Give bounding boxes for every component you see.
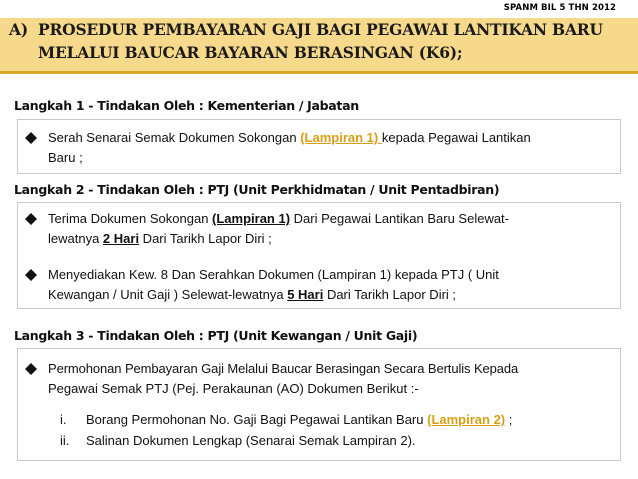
diamond-bullet-icon xyxy=(25,269,37,281)
text-segment: Dari Tarikh Lapor Diri ; xyxy=(139,231,272,246)
diamond-bullet-icon xyxy=(25,132,37,144)
text-segment: Terima Dokumen Sokongan xyxy=(48,211,213,226)
text-segment: Serah Senarai Semak Dokumen Sokongan xyxy=(48,130,301,145)
page-title-line-2: MELALUI BAUCAR BAYARAN BERASINGAN (K6); xyxy=(38,43,463,62)
lampiran-2-link[interactable]: (Lampiran 2) xyxy=(427,412,506,427)
step-2-item-1-line-2 xyxy=(48,229,272,248)
lampiran-1-ref: (Lampiran 1) xyxy=(212,211,291,226)
text-segment: ; xyxy=(505,412,513,427)
step-3-heading: Langkah 3 - Tindakan Oleh : PTJ (Unit Kewangan / Unit Gaji) xyxy=(14,328,418,343)
diamond-bullet-icon xyxy=(25,363,37,375)
roman-numeral: ii. xyxy=(60,433,70,448)
text-segment: Kewangan / Unit Gaji ) Selewat-lewatnya xyxy=(48,287,288,302)
deadline-2-hari: 2 Hari xyxy=(102,231,140,246)
text-segment: Borang Permohonan No. Gaji Bagi Pegawai Lantikan Baru xyxy=(86,412,428,427)
title-text-1: PROSEDUR PEMBAYARAN GAJI BAGI PEGAWAI LANTIKAN BARU xyxy=(38,20,603,39)
deadline-5-hari: 5 Hari xyxy=(287,287,324,302)
step-3-item-1-line-2: Pegawai Semak PTJ (Pej. Perakaunan (AO) Dokumen Berikut :- xyxy=(48,381,419,396)
step-1-item-1-line-2: Baru ; xyxy=(48,150,83,165)
lampiran-1-link[interactable]: (Lampiran 1) xyxy=(300,130,382,145)
step-2-heading: Langkah 2 - Tindakan Oleh : PTJ (Unit Perkhidmatan / Unit Pentadbiran) xyxy=(14,182,500,197)
roman-numeral: i. xyxy=(60,412,67,427)
step-2-item-2-line-1: Menyediakan Kew. 8 Dan Serahkan Dokumen (Lampiran 1) kepada PTJ ( Unit xyxy=(48,267,499,282)
diamond-bullet-icon xyxy=(25,213,37,225)
step-1-item-1-line-1 xyxy=(48,128,531,147)
step-1-heading: Langkah 1 - Tindakan Oleh : Kementerian / Jabatan xyxy=(14,98,359,113)
title-prefix: A) xyxy=(9,20,28,39)
step-2-item-1-line-1 xyxy=(48,209,509,228)
text-segment: Salinan Dokumen Lengkap (Senarai Semak Lampiran 2). xyxy=(86,433,416,448)
text-segment: Dari Tarikh Lapor Diri ; xyxy=(323,287,457,302)
text-segment: kepada Pegawai Lantikan xyxy=(381,130,531,145)
step-2-item-2-line-2 xyxy=(48,285,456,304)
text-segment: Dari Pegawai Lantikan Baru Selewat- xyxy=(290,211,509,226)
page-title-line-1 xyxy=(9,20,603,39)
text-segment: lewatnya xyxy=(48,231,103,246)
step-3-sub-item-2 xyxy=(60,431,416,450)
document-reference: SPANM BIL 5 THN 2012 xyxy=(503,3,616,13)
step-3-item-1-line-1: Permohonan Pembayaran Gaji Melalui Baucar Berasingan Secara Bertulis Kepada xyxy=(48,361,519,376)
step-3-sub-item-1 xyxy=(60,410,512,429)
